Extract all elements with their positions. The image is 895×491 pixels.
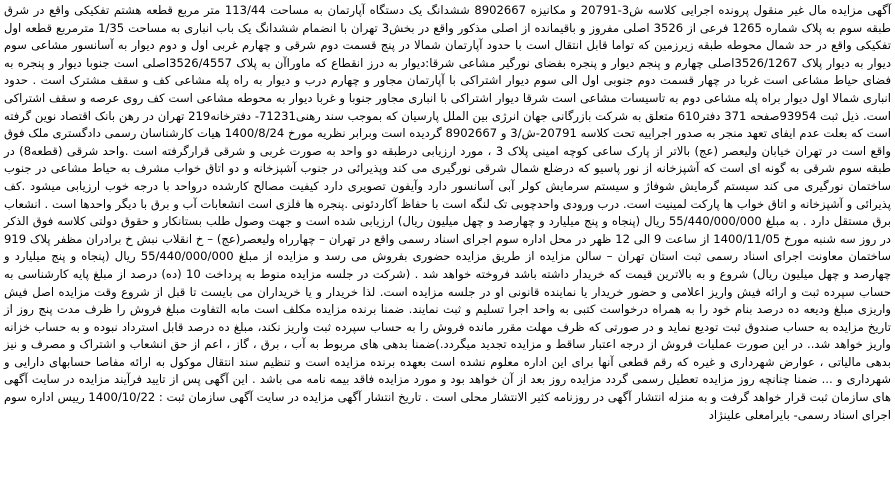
notice-body-text: آگهی مزایده مال غیر منقول پرونده اجرایی کلاسه ش3-20791 و مکانیزه 8902667 ششدانگ یک دستگاه آپارتمان به مساحت 113/44 متر مربع قطعه هشتم تفکیکی واقع در شرق طبقه سوم به پلاک شماره 1265 فرعی از 3526 اصلی مفروز و باقیمانده از اصلی مذکور واقع در بخش3 تهران با انضمام ششدانگ یک باب انباری به مساحت 1/35 مترمربع قطعه اول تفکیکی واقع در حد شمال محوطه طبقه زیرزمین که تواما قابل انتقال است با حدود آپارتمان شمالا در پنج قسمت دوم شرقی و چهارم غربی اول و دوم دیوار به آسانسور مشاعی سوم دیوار به دیوار پلاک 3526/1267اصلی چهارم و پنجم دیوار و پنجره بفضای نورگیر مشاعی شرقا:دیوار به درز انقطاع که ماوراآن به پلاک 3526/4557اصلی است جنوبا دیوار و پنجره به فضای حیاط مشاعی است غربا در چهار قسمت دوم جنوبی اول الی سوم دیوار اشتراکی با آپارتمان مجاور و چهارم درب و دیوار به راه پله مشاعی کف و سقف مشترک است . حدود انباری شمالا اول دیوار براه پله مشاعی دوم به تاسیسات مشاعی است شرقا دیوار اشتراکی با انباری مجاور جنوبا و غربا دیوار به محوطه مشاعی است کف روی عرصه و سقف اشتراکی است. ذیل ثبت 93954صفحه 371 دفتر610 متعلق به شرکت بازرگانی جهان انرژی بین الملل پارسیان که بموجب سند رهنی71231- دفترخانه219 تهران در رهن بانک اقتصاد نوین گرفته است که بعلت عدم ایفای تعهد منجر به صدور اجراییه تحت کلاسه 20791-ش/3 و 8902667 گردیده است وبرابر نظریه مورخ 1400/8/24 هیات کارشناسان رسمی دادگستری ملک فوق واقع است در تهران خیابان ولیعصر (عج) بالاتر از پارک ساعی کوچه امینی پلاک 3 ، مورد ارزیابی درطبقه دو واحد به صورت غربی و شرقی قرارگرفته است .واحد شرقی (قطعه8) در طبقه سوم شرقی به گونه ای است که آشپزخانه از نور پاسیو که درضلع شمال شرقی نورگیری می کند وپذیرائی در جنوب آشپزخانه و دو اتاق خواب مشرف به حیاط مشاعی در جنوب ساختمان نورگیری می کند سیستم گرمایش شوفاژ و سیستم سرمایش کولر آبی آسانسور دارد وآیفون تصویری دارد کیفیت مصالح کارشده درواحد با درجه خوب ارزیابی میشود .کف پذیرائی و آشپزخانه و اتاق خواب ها پارکت لمینیت است. درب ورودی واحدچوبی تک لنگه است با حفاظ آکاردئونی .پنجره ها فلزی است انشعابات آب و برق با دیگر واحدها است . انشعاب برق مستقل دارد . به مبلغ 55/440/000/000 ریال (پنجاه و پنج میلیارد و چهارصد و چهل میلیون ریال) ارزیابی شده است و جهت وصول طلب بستانکار و حقوق دولتی کلاسه فوق الذکر در روز سه شنبه مورخ 1400/11/05 از ساعت 9 الی 12 ظهر در محل اداره سوم اجرای اسناد رسمی واقع در تهران – چهارراه ولیعصر(عج) – خ انقلاب نبش خ برادران مظفر پلاک 919 ساختمان معاونت اجرای اسناد رسمی ثبت استان تهران – سالن مزایده از طریق مزایده حضوری بفروش می رسد و مزایده از مبلغ 55/440/000/000 ریال (پنجاه و پنج میلیارد و چهارصد و چهل میلیون ریال) شروع و به بالاترین قیمت که خریدار داشته باشد فروخته خواهد شد . (شرکت در جلسه مزایده منوط به پرداخت 10 (ده) درصد از مبلغ پایه کارشناسی به حساب سپرده ثبت و ارائه فیش واریز اعلامی و حضور خریدار یا نماینده قانونی او در جلسه مزایده است. لذا خریدار و یا خریداران می بایست تا قبل از شروع وقت مزایده اصل فیش واریزی مبلغ ودیعه ده درصد بنام خود را به همراه درخواست کتبی به واحد اجرا تسلیم و ثبت نمایند. ضمنا برنده مزایده مکلف است مابه التفاوت مبلغ فروش را ظرف مدت پنج روز از تاریخ مزایده به حساب صندوق ثبت تودیع نماید و در صورتی که ظرف مهلت مقرر مانده فروش را به حساب سپرده ثبت واریز نکند، مبلغ ده درصد قابل استرداد نبوده و به حساب خزانه واریز خواهد شد.. در این صورت عملیات فروش از درجه اعتبار ساقط و مزایده تجدید میگردد.)ضمنا بدهی های مربوط به آب ، برق ، گاز ، اعم از حق انشعاب و اشتراک و مصرف و نیز بدهی مالیاتی ، عوارض شهرداری و غیره که رقم قطعی آنها برای این اداره معلوم نشده است بعهده برنده مزایده است و تنظیم سند انتقال موکول به ارائه مفاصا حسابهای دارایی و شهرداری و ... ضمنا چنانچه روز مزایده تعطیل رسمی گردد مزایده روز بعد از آن خواهد بود و مورد مزایده فاقد بیمه نامه می باشد . این آگهی پس از تایید فرآیند مزایده در سایت آگهی های سازمان ثبت قرار خواهد گرفت و به منزله انتشار آگهی در روزنامه کثیر الانتشار محلی است . تاریخ انتشار آگهی مزایده در سایت آگهی سازمان ثبت : 1400/10/22 رییس اداره سوم اجرای اسناد رسمی- بایرامعلی علینژاد xyxy=(4,3,892,422)
